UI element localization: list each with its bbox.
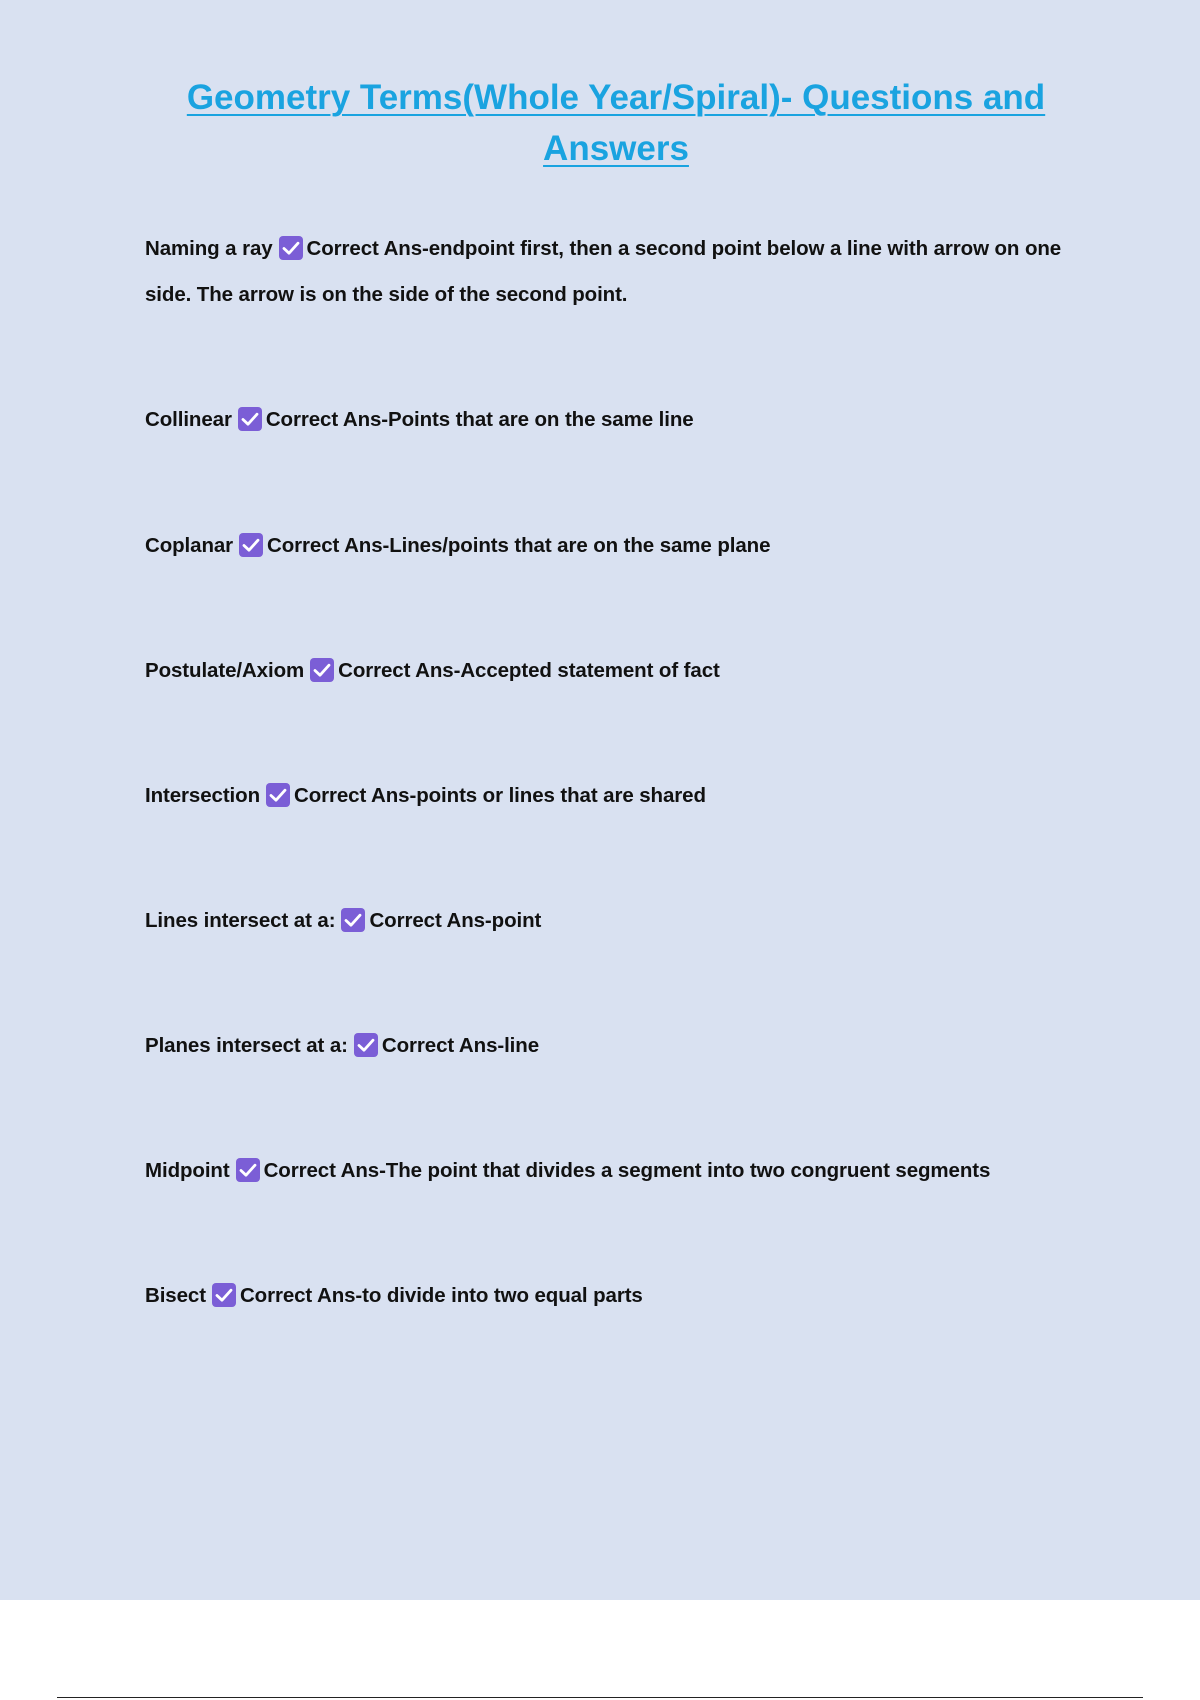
answer-text: Correct Ans-to divide into two equal parts [239, 1284, 643, 1307]
check-box-icon [310, 658, 334, 682]
check-box-icon [236, 1158, 260, 1182]
question-term: Coplanar [145, 534, 234, 557]
check-box-icon [266, 783, 290, 807]
question-term: Bisect [145, 1284, 206, 1307]
qa-item [145, 226, 1075, 318]
qa-item [145, 1023, 1075, 1069]
question-term: Collinear [145, 408, 232, 431]
answer-text: Correct Ans-Points that are on the same line [265, 408, 694, 431]
qa-item [145, 1273, 1075, 1319]
answer-text: Correct Ans-line [381, 1034, 540, 1057]
answer-text: Correct Ans-points or lines that are shared [294, 784, 706, 807]
check-box-icon [279, 236, 303, 260]
qa-item [145, 397, 1075, 443]
qa-item [145, 898, 1075, 944]
question-term: Naming a ray [145, 237, 273, 260]
qa-item [145, 523, 1075, 569]
qa-item [145, 648, 1075, 694]
qa-item [145, 773, 1075, 819]
question-term: Postulate/Axiom [145, 659, 305, 682]
check-box-icon [212, 1283, 236, 1307]
answer-text: Correct Ans-Lines/points that are on the same plane [267, 534, 771, 557]
check-box-icon [239, 533, 263, 557]
question-term: Planes intersect at a: [145, 1034, 348, 1057]
answer-text: Correct Ans-point [369, 909, 542, 932]
page-title: Geometry Terms(Whole Year/Spiral)- Questions and Answers [186, 78, 1046, 168]
answer-text: Correct Ans-endpoint first, then a second point below a line with arrow on one side. The arrow is on the side of the second point. [145, 237, 1062, 306]
qa-item [145, 1148, 1075, 1194]
check-box-icon [354, 1033, 378, 1057]
answer-text: Correct Ans-The point that divides a segment into two congruent segments [263, 1159, 991, 1182]
question-term: Midpoint [145, 1159, 230, 1182]
answer-text: Correct Ans-Accepted statement of fact [338, 659, 720, 682]
check-box-icon [238, 407, 262, 431]
question-term: Lines intersect at a: [145, 909, 336, 932]
question-term: Intersection [145, 784, 260, 807]
check-box-icon [341, 908, 365, 932]
footer-rule [57, 1697, 1143, 1698]
